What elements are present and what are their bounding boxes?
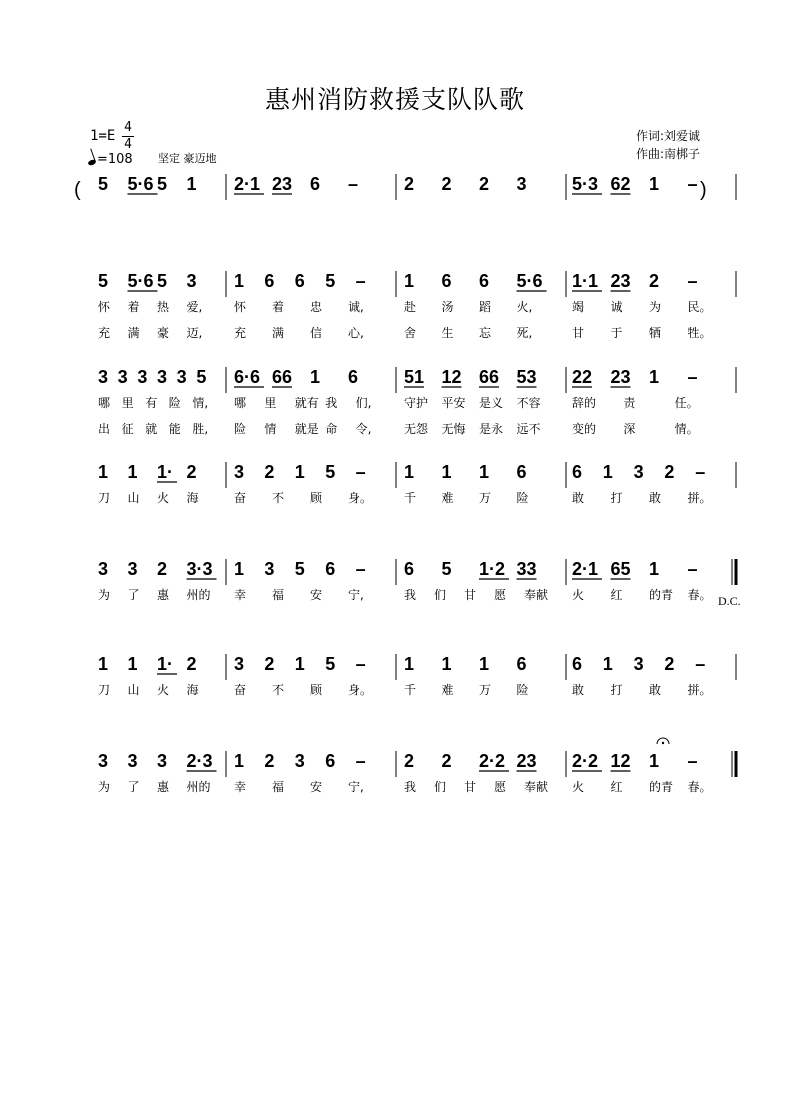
lyric: 宁, [348, 780, 364, 794]
note: 5 [325, 271, 336, 291]
note: 1 [649, 367, 660, 387]
lyric: 刀 [98, 683, 111, 697]
lyric: 拼。 [687, 683, 712, 697]
note: 3 [157, 367, 168, 387]
song-title: 惠州消防救援支队队歌 [264, 85, 525, 114]
lyric-verse-2: 充 [234, 326, 247, 340]
note: 3 [294, 751, 305, 771]
note: 6·6 [234, 367, 261, 387]
lyric: 州的 [186, 780, 211, 794]
lyric-verse-2: 无怨 [404, 422, 429, 436]
note: 51 [404, 367, 425, 387]
lyric: 的青 [649, 780, 674, 794]
note: 6 [516, 654, 527, 674]
lyric: 赴 [404, 300, 417, 314]
lyric-verse-2: 远不 [516, 422, 541, 436]
lyric-verse-2: 充 [98, 326, 111, 340]
lyric-verse-2: 险 [234, 422, 247, 436]
note: 3 [137, 367, 148, 387]
note: 6 [325, 559, 336, 579]
note: 1 [404, 654, 415, 674]
lyric: 责 [623, 396, 636, 410]
lyric: 就有 [294, 396, 319, 410]
note: 3 [176, 367, 187, 387]
note: 2 [664, 462, 675, 482]
note: 5 [294, 559, 305, 579]
note: 2 [479, 174, 490, 194]
lyric: 幸 [234, 780, 247, 794]
lyric: 竭 [572, 300, 585, 314]
time-signature-top: 4 [124, 120, 132, 135]
note: 6 [294, 271, 305, 291]
note: 1 [127, 654, 138, 674]
lyric: 奉献 [524, 780, 549, 794]
lyric: 惠 [157, 780, 170, 794]
note: 1 [310, 367, 321, 387]
note: 1· [157, 462, 174, 482]
note: – [355, 751, 366, 771]
note: 1· [157, 654, 174, 674]
lyric: 愿 [494, 780, 507, 794]
note: 1 [649, 559, 660, 579]
note: 2 [264, 654, 275, 674]
lyric-verse-2: 征 [121, 422, 134, 436]
time-signature-bottom: 4 [124, 137, 132, 152]
note: 2·1 [572, 559, 599, 579]
note: 65 [610, 559, 631, 579]
note: – [687, 751, 698, 771]
lyric-verse-2: 牲。 [687, 326, 712, 340]
note: 1 [441, 654, 452, 674]
lyric: 甘 [464, 588, 477, 602]
note: 3 [516, 174, 527, 194]
lyric-verse-2: 豪 [157, 326, 170, 340]
lyric: 为 [649, 300, 662, 314]
lyric: 有 [145, 396, 158, 410]
tempo-value: =108 [97, 152, 133, 167]
note: 2 [664, 654, 675, 674]
note: 1 [649, 174, 660, 194]
lyric: 火 [157, 683, 170, 697]
note: 1 [234, 271, 245, 291]
lyric: 惠 [157, 588, 170, 602]
note: 5·3 [572, 174, 599, 194]
lyric: 刀 [98, 491, 111, 505]
lyric: 爱, [186, 300, 203, 314]
lyric-verse-2: 胜, [192, 422, 209, 436]
note: 6 [441, 271, 452, 291]
lyric-verse-2: 能 [168, 422, 181, 436]
lyric-verse-2: 命 [325, 422, 338, 436]
note: 1 [649, 751, 660, 771]
note: 23 [516, 751, 537, 771]
lyric: 难 [441, 683, 454, 697]
lyric-verse-2: 忘 [479, 326, 492, 340]
lyric: 甘 [464, 780, 477, 794]
note: 6 [404, 559, 415, 579]
note: 5 [98, 271, 109, 291]
note: 1 [404, 462, 415, 482]
lyric: 为 [98, 780, 111, 794]
lyric: 身。 [348, 491, 373, 505]
note: 1 [98, 462, 109, 482]
lyric-verse-2: 迈, [186, 326, 203, 340]
note: 1 [127, 462, 138, 482]
lyric-verse-2: 情 [264, 422, 277, 436]
lyric: 火, [516, 300, 533, 314]
lyric: 春。 [687, 780, 712, 794]
lyric-verse-2: 甘 [572, 326, 585, 340]
lyric-verse-2: 令, [355, 422, 372, 436]
lyric: 险 [516, 491, 529, 505]
lyric: 打 [610, 683, 623, 697]
lyric: 火 [157, 491, 170, 505]
note: 6 [516, 462, 527, 482]
lyric-verse-2: 于 [610, 326, 623, 340]
lyric: 们 [434, 588, 447, 602]
note: 5 [196, 367, 207, 387]
note: 6 [348, 367, 359, 387]
note: 53 [516, 367, 537, 387]
lyric: 着 [272, 300, 285, 314]
note: 1 [294, 654, 305, 674]
note: – [687, 271, 698, 291]
lyric: 着 [127, 300, 140, 314]
lyric: 红 [610, 780, 623, 794]
note: – [687, 174, 698, 194]
lyric: 敢 [572, 491, 585, 505]
note: – [687, 559, 698, 579]
note: 5 [441, 559, 452, 579]
lyric: 诚, [348, 300, 364, 314]
note: 3 [127, 559, 138, 579]
lyric: 任。 [674, 396, 699, 410]
note: 6 [310, 174, 321, 194]
lyric-verse-2: 心, [348, 326, 364, 340]
lyric: 们 [434, 780, 447, 794]
note: 1 [602, 462, 613, 482]
lyric-verse-2: 无悔 [441, 422, 466, 436]
lyric: 春。 [687, 588, 712, 602]
lyric: 我 [404, 780, 417, 794]
lyric: 顾 [310, 491, 323, 505]
note: 2 [186, 654, 197, 674]
note: 23 [610, 271, 631, 291]
lyric: 海 [186, 491, 199, 505]
lyric: 哪 [98, 396, 111, 410]
note: 5 [98, 174, 109, 194]
lyric: 平安 [441, 396, 466, 410]
lyric: 火 [572, 780, 585, 794]
note: 3 [98, 367, 109, 387]
lyric: 州的 [186, 588, 211, 602]
note: 1 [186, 174, 197, 194]
lyric: 福 [272, 780, 285, 794]
note: 1 [479, 654, 490, 674]
note: 2·2 [479, 751, 506, 771]
note: 3 [186, 271, 197, 291]
note: 2 [404, 174, 415, 194]
note: – [695, 654, 706, 674]
note: 2·2 [572, 751, 599, 771]
lyric: 千 [404, 683, 417, 697]
lyric: 不 [272, 491, 285, 505]
lyric: 福 [272, 588, 285, 602]
lyric: 宁, [348, 588, 364, 602]
note: 2 [404, 751, 415, 771]
note: 5·6 [516, 271, 543, 291]
expression-marking: 坚定 豪迈地 [158, 152, 217, 165]
note: 3 [234, 654, 245, 674]
note: 5 [157, 271, 168, 291]
lyric: 情, [192, 396, 209, 410]
note: 3 [127, 751, 138, 771]
note: 2·1 [234, 174, 261, 194]
note: – [695, 462, 706, 482]
note: 3·3 [186, 559, 213, 579]
lyric-verse-2: 就 [145, 422, 158, 436]
lyric: 拼。 [687, 491, 712, 505]
lyric: 诚 [610, 300, 623, 314]
lyric: 红 [610, 588, 623, 602]
lyric: 顾 [310, 683, 323, 697]
note: 2 [441, 751, 452, 771]
note: 2 [649, 271, 660, 291]
lyric: 千 [404, 491, 417, 505]
note: 2 [186, 462, 197, 482]
note: 12 [610, 751, 631, 771]
lyric-verse-2: 生 [441, 326, 454, 340]
lyric-verse-2: 是永 [479, 422, 504, 436]
lyric: 山 [127, 683, 140, 697]
lyric: 守护 [404, 396, 429, 410]
lyric: 险 [516, 683, 529, 697]
lyric-verse-2: 舍 [404, 326, 417, 340]
note: 12 [441, 367, 462, 387]
lyric: 是义 [479, 396, 504, 410]
lyric-verse-2: 深 [623, 422, 636, 436]
note: – [348, 174, 359, 194]
lyric: 忠 [310, 300, 323, 314]
note: 3 [157, 751, 168, 771]
lyric-verse-2: 死, [516, 326, 533, 340]
lyric: 敢 [572, 683, 585, 697]
lyric-verse-2: 牺 [649, 326, 662, 340]
lyric: 奋 [234, 491, 247, 505]
lyric: 愿 [494, 588, 507, 602]
lyric: 万 [479, 491, 492, 505]
lyric: 的青 [649, 588, 674, 602]
note: 5 [325, 462, 336, 482]
lyric: 山 [127, 491, 140, 505]
lyric-verse-2: 满 [127, 326, 140, 340]
lyric: 我 [325, 396, 338, 410]
lyric: 不 [272, 683, 285, 697]
lyric: 火 [572, 588, 585, 602]
lyric: 怀 [234, 300, 247, 314]
note: 1 [602, 654, 613, 674]
close-paren: ) [700, 179, 707, 201]
note: 1 [98, 654, 109, 674]
note: 6 [264, 271, 275, 291]
note: 23 [272, 174, 293, 194]
lyric: 蹈 [479, 300, 492, 314]
lyric: 辞的 [572, 396, 597, 410]
note: – [687, 367, 698, 387]
note: 5 [157, 174, 168, 194]
lyric: 里 [264, 396, 277, 410]
lyric: 了 [127, 588, 140, 602]
note: 6 [572, 654, 583, 674]
lyric: 敢 [649, 491, 662, 505]
lyric: 奉献 [524, 588, 549, 602]
lyric: 敢 [649, 683, 662, 697]
note: 3 [633, 462, 644, 482]
lyric: 不容 [516, 396, 541, 410]
note: 5·6 [127, 174, 154, 194]
note: 1 [234, 751, 245, 771]
lyric: 难 [441, 491, 454, 505]
composer-credit: 作曲:南梆子 [636, 147, 701, 161]
note: – [355, 559, 366, 579]
lyric: 们, [355, 396, 372, 410]
note: 22 [572, 367, 593, 387]
note: 3 [633, 654, 644, 674]
note: 1 [404, 271, 415, 291]
dc-marking: D.C. [718, 594, 741, 608]
note: 2·3 [186, 751, 213, 771]
lyric: 安 [310, 588, 323, 602]
note: – [355, 462, 366, 482]
note: 1 [294, 462, 305, 482]
lyric-verse-2: 出 [98, 422, 111, 436]
note: 6 [325, 751, 336, 771]
lyric-verse-2: 信 [310, 326, 323, 340]
lyric: 打 [610, 491, 623, 505]
lyric: 安 [310, 780, 323, 794]
note: 1 [234, 559, 245, 579]
note: 66 [272, 367, 293, 387]
note: 3 [98, 559, 109, 579]
lyric: 热 [157, 300, 170, 314]
note: 3 [234, 462, 245, 482]
note: 2 [264, 751, 275, 771]
lyric: 民。 [687, 300, 712, 314]
note: 1·2 [479, 559, 506, 579]
lyric: 奋 [234, 683, 247, 697]
note: 3 [117, 367, 128, 387]
note: 2 [441, 174, 452, 194]
open-paren: ( [74, 179, 81, 201]
lyric-verse-2: 满 [272, 326, 285, 340]
lyric: 身。 [348, 683, 373, 697]
note: 3 [264, 559, 275, 579]
key-signature: 1=E [90, 128, 116, 144]
note: 1 [479, 462, 490, 482]
lyric: 里 [121, 396, 134, 410]
lyric-verse-2: 情。 [674, 422, 699, 436]
note: 23 [610, 367, 631, 387]
note: – [355, 271, 366, 291]
lyric: 海 [186, 683, 199, 697]
lyric-verse-2: 变的 [572, 422, 597, 436]
lyric: 为 [98, 588, 111, 602]
note: – [355, 654, 366, 674]
lyric: 我 [404, 588, 417, 602]
note: 3 [98, 751, 109, 771]
note: 2 [264, 462, 275, 482]
lyric: 幸 [234, 588, 247, 602]
lyric: 怀 [98, 300, 111, 314]
note: 1 [441, 462, 452, 482]
lyric: 哪 [234, 396, 247, 410]
lyricist-credit: 作词:刘爱诚 [636, 129, 701, 143]
lyric: 了 [127, 780, 140, 794]
note: 5·6 [127, 271, 154, 291]
note: 5 [325, 654, 336, 674]
note: 6 [572, 462, 583, 482]
lyric-verse-2: 就是 [294, 422, 319, 436]
lyric: 险 [168, 396, 181, 410]
note: 33 [516, 559, 537, 579]
note: 6 [479, 271, 490, 291]
note: 66 [479, 367, 500, 387]
fermata-dot [662, 742, 664, 744]
lyric: 万 [479, 683, 492, 697]
lyric: 汤 [441, 300, 454, 314]
note: 62 [610, 174, 631, 194]
note: 2 [157, 559, 168, 579]
note: 1·1 [572, 271, 599, 291]
